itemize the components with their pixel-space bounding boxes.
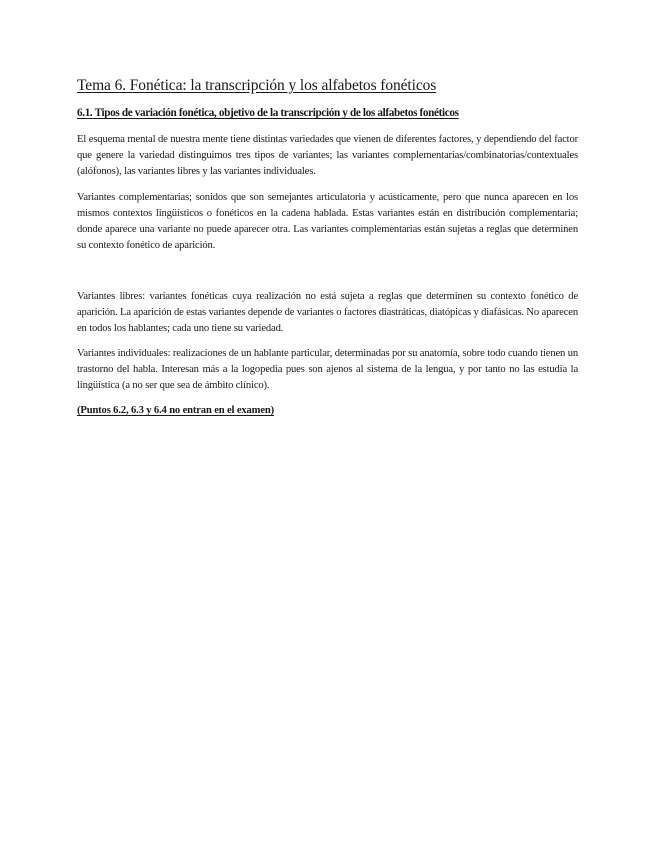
paragraph-intro: El esquema mental de nuestra mente tiene distintas variedades que vienen de diferentes factores, y dependiendo del factor que genere la variedad distinguimos tres tipos de variantes; las variantes complementarias/combinatorias/contextuales (alófonos), las variantes libres y las variantes individuales. <box>77 134 578 177</box>
paragraph-variantes-libres: Variantes libres: variantes fonéticas cuya realización no está sujeta a reglas que determinen su contexto fonético de aparición. La aparición de estas variantes depende de variantes o factores diastráticas, diatópicas y diafásicas. No aparecen en todos los hablantes; cada uno tiene su variedad. <box>77 291 578 334</box>
document-page <box>77 0 578 848</box>
paragraph-variantes-complementarias: Variantes complementarias; sonidos que son semejantes articulatoria y acústicamente, pero que nunca aparecen en los mismos contextos lingüísticos o fonéticos en la cadena hablada. Estas variantes están en distribución complementaria; donde aparece una variante no puede aparecer otra. Las variantes complementarias están sujetas a reglas que determinen su contexto fonético de aparición. <box>77 192 578 251</box>
section-heading: 6.1. Tipos de variación fonética, objetivo de la transcripción y de los alfabetos fonéticos <box>77 107 459 119</box>
paragraph-variantes-individuales: Variantes individuales: realizaciones de un hablante particular, determinadas por su anatomía, sobre todo cuando tienen un trastorno del habla. Interesan más a la logopedia pues son ajenos al sistema de la lengua, y por tanto no las estudia la lingüística (a no ser que sea de ámbito clínico). <box>77 348 578 391</box>
exam-note: (Puntos 6.2, 6.3 y 6.4 no entran en el examen) <box>77 405 275 416</box>
document-title: Tema 6. Fonética: la transcripción y los alfabetos fonéticos <box>77 77 437 94</box>
